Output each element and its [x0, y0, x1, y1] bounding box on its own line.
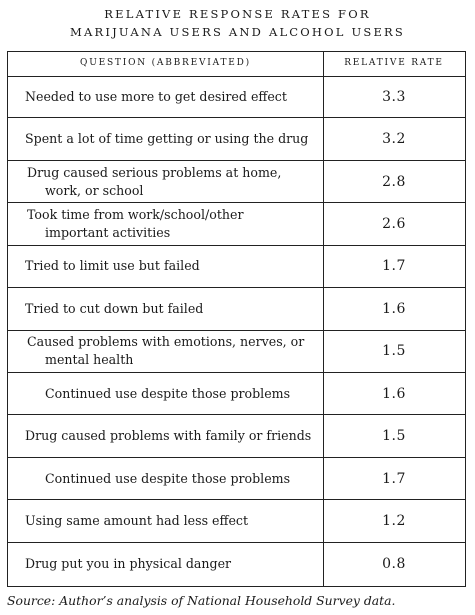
question-cell: [8, 76, 323, 117]
table-row: [8, 373, 465, 415]
question-cell: [8, 288, 323, 329]
relative-rate-cell: 1.7: [382, 470, 406, 487]
question-text: Continued use despite those problems: [45, 385, 291, 401]
table-row: [8, 331, 465, 373]
relative-rate-cell: 1.5: [382, 428, 406, 445]
question-cell: [8, 203, 323, 244]
table-row: [8, 288, 465, 330]
relative-rate-cell: 1.7: [382, 258, 406, 275]
question-cell: [8, 118, 323, 159]
relative-rate-cell: 1.6: [382, 300, 406, 317]
table-row: [8, 76, 465, 118]
question-cell: [8, 415, 323, 456]
table-row: [8, 458, 465, 500]
question-text: Tried to cut down but failed: [25, 300, 204, 316]
table-row: [8, 415, 465, 457]
relative-rate-cell: 1.2: [382, 513, 406, 530]
question-text: Took time from work/school/other important activities: [27, 207, 244, 240]
table-row: [8, 203, 465, 245]
question-text: Caused problems with emotions, nerves, or mental health: [27, 334, 305, 368]
question-text: Needed to use more to get desired effect: [25, 88, 287, 104]
table-row: [8, 118, 465, 160]
question-text: Using same amount had less effect: [25, 513, 249, 529]
table-row: [8, 161, 465, 203]
question-text: Drug caused problems with family or friends: [25, 428, 312, 444]
relative-rate-cell: 2.8: [382, 173, 406, 190]
relative-rate-cell: 3.2: [382, 131, 406, 148]
relative-rate-cell: 1.5: [382, 343, 406, 360]
question-cell: [8, 500, 323, 541]
header-relative-rate: RELATIVE RATE: [344, 58, 444, 68]
question-text: Spent a lot of time getting or using the drug: [25, 131, 309, 147]
question-text: Drug caused serious problems at home, work, or school: [27, 164, 282, 198]
table-title-line-2: MARIJUANA USERS AND ALCOHOL USERS: [70, 25, 405, 39]
table-row: [8, 543, 465, 585]
question-cell: [8, 161, 323, 202]
relative-rate-cell: 0.8: [382, 555, 406, 572]
relative-rate-cell: 3.3: [382, 88, 406, 105]
question-text: Drug put you in physical danger: [25, 555, 232, 571]
table-row: [8, 246, 465, 288]
question-text: Tried to limit use but failed: [25, 258, 200, 274]
relative-rate-cell: 1.6: [382, 385, 406, 402]
table-row: [8, 500, 465, 542]
question-cell: [8, 373, 323, 414]
table-header-row: [8, 52, 465, 77]
table-title-line-1: RELATIVE RESPONSE RATES FOR: [104, 7, 371, 21]
relative-rate-cell: 2.6: [382, 216, 406, 232]
question-cell: [8, 331, 323, 372]
source-note: Source: Author’s analysis of National Household Survey data.: [7, 593, 396, 608]
question-cell: [8, 458, 323, 499]
question-cell: [8, 246, 323, 287]
question-cell: [8, 543, 323, 585]
relative-rates-table: [7, 51, 466, 587]
question-text: Continued use despite those problems: [45, 470, 291, 486]
header-question: QUESTION (ABBREVIATED): [80, 58, 251, 68]
